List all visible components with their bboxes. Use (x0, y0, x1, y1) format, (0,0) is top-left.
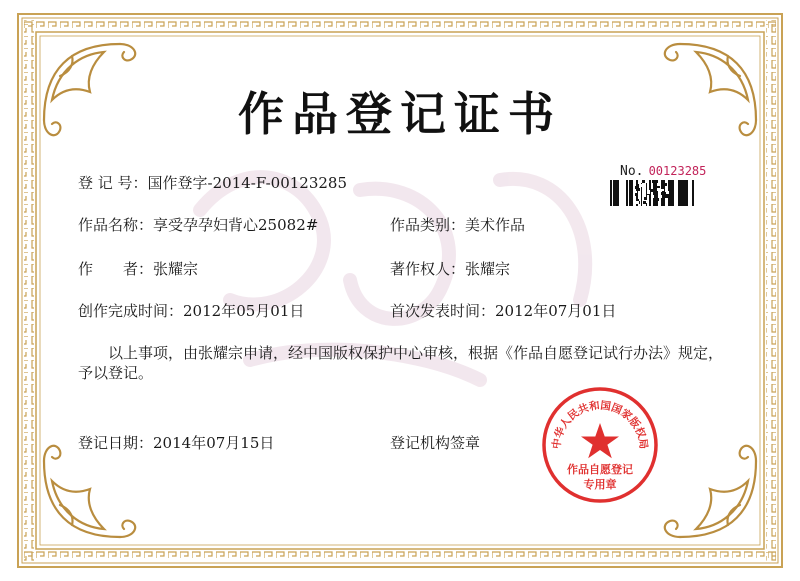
copyright-owner-value: 张耀宗 (465, 260, 511, 278)
work-category-value: 美术作品 (465, 216, 526, 234)
barcode-graphic (610, 180, 694, 206)
work-category (390, 214, 525, 235)
author (78, 258, 198, 279)
qr-barcode (610, 180, 694, 210)
certification-statement: 以上事项，由张耀宗申请，经中国版权保护中心审核，根据《作品自愿登记试行办法》规定，予以登记。 (78, 344, 724, 382)
registration-number-value: 国作登字-2014-F-00123285 (147, 174, 348, 192)
certificate-title: 作品登记证书 (238, 87, 562, 141)
registration-number-label: 登 记 号： (78, 174, 148, 192)
serial-number-value: 00123285 (648, 164, 707, 178)
creation-date (78, 300, 304, 321)
seal-line-1: 作品自愿登记 (567, 463, 633, 476)
author-label: 作 者： (78, 260, 154, 278)
work-name-value: 享受孕孕妇背心25082# (153, 216, 319, 234)
registration-date-label: 登记日期： (78, 434, 154, 452)
author-value: 张耀宗 (153, 260, 199, 278)
seal-line-2: 专用章 (583, 478, 617, 491)
registration-date-value: 2014年07月15日 (153, 434, 275, 452)
publication-date (390, 300, 616, 321)
seal-ring-text: 中华人民共和国国家版权局 (550, 399, 650, 450)
seal-star-icon (581, 423, 619, 458)
publication-date-value: 2012年07月01日 (495, 302, 617, 320)
work-name-label: 作品名称： (78, 216, 154, 234)
copyright-owner (390, 258, 510, 279)
serial-number-label: No. (620, 164, 644, 179)
creation-date-value: 2012年05月01日 (183, 302, 305, 320)
serial-number (620, 160, 706, 179)
official-seal (540, 385, 660, 505)
registration-date (78, 432, 274, 453)
work-category-label: 作品类别： (390, 216, 466, 234)
registry-signature-label: 登记机构签章 (390, 434, 481, 452)
registration-number (78, 172, 347, 193)
work-name (78, 214, 318, 235)
creation-date-label: 创作完成时间： (78, 302, 184, 320)
copyright-owner-label: 著作权人： (390, 260, 466, 278)
publication-date-label: 首次发表时间： (390, 302, 496, 320)
